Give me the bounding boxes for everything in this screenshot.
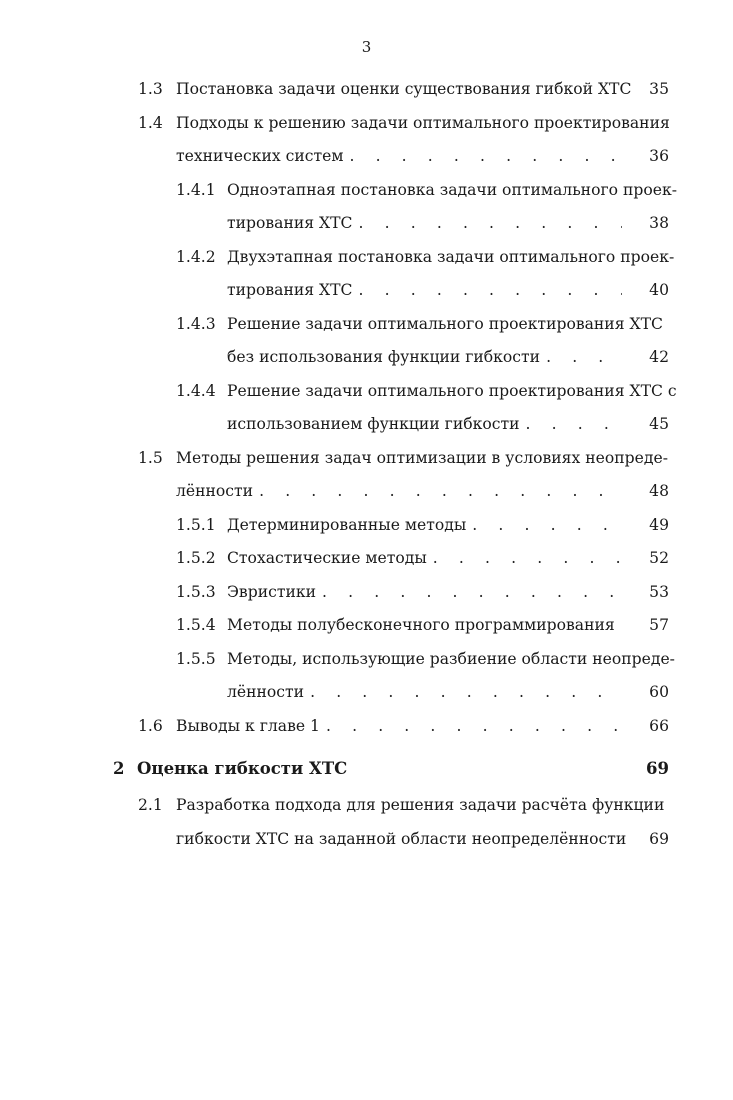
toc-page-number: 36 [649,147,669,165]
toc-chapter-2[interactable] [0,749,733,789]
toc-entry-title: Решение задачи оптимального проектирования ХТС [227,314,663,333]
dot-leader [322,576,622,610]
toc-entry-1-6[interactable] [0,710,733,744]
toc-entry-title: Подходы к решению задачи оптимального проектирования [176,113,670,132]
dot-leader [621,609,622,643]
toc-page-number: 60 [649,683,669,701]
toc-entry-number: 1.5.2 [176,549,216,567]
toc-entry-1-5-3[interactable] [0,576,733,610]
toc-entry-title: Детерминированные методы [227,515,467,534]
dot-leader [526,408,622,442]
toc-entry-number: 1.4.3 [176,314,216,333]
toc-entry-1-4-2[interactable] [0,241,733,308]
page-number: 3 [361,38,372,56]
toc-entry-title: Двухэтапная постановка задачи оптимального проек- [227,247,675,266]
toc-entry-title: Эвристики [227,582,316,601]
toc-entry-title-cont: лённости [227,683,305,701]
toc-page-number: 42 [649,348,669,366]
toc-entry-1-5-5[interactable] [0,643,733,710]
toc-entry-title: Методы полубесконечного программирования [227,616,615,634]
toc-entry-number: 2.1 [138,796,163,814]
toc-entry-1-5[interactable] [0,442,733,509]
toc-entry-title: Методы решения задач оптимизации в условиях неопреде- [176,448,668,467]
toc-page-number: 49 [649,515,669,534]
toc-entry-title-cont: технических систем [176,147,344,165]
toc-entry-1-4[interactable] [0,107,733,174]
toc-entry-number: 1.5.1 [176,515,216,534]
toc-entry-number: 1.4.1 [176,180,216,199]
toc-page-number: 53 [649,582,669,601]
toc-entry-1-4-1[interactable] [0,174,733,241]
toc-entry-number: 1.5.3 [176,582,216,601]
toc-entry-title: Методы, использующие разбиение области неопреде- [227,649,675,668]
toc-entry-number: 1.5 [138,448,163,467]
toc-chapter-number: 2 [113,759,125,778]
toc-entry-title-cont: без использования функции гибкости [227,348,541,366]
dot-leader [349,140,622,174]
toc-entry-number: 1.6 [138,716,163,735]
dot-leader [358,207,622,241]
toc-page-number: 35 [649,80,669,98]
toc-page-number: 48 [649,482,669,500]
toc-entry-title-cont: использованием функции гибкости [227,415,520,433]
toc-entry-title-cont: тирования ХТС [227,214,353,232]
toc-entry-number: 1.5.5 [176,649,216,668]
toc-entry-title: Выводы к главе 1 [176,716,320,735]
toc-chapter-title: Оценка гибкости ХТС [137,759,348,778]
toc-entry-1-4-4[interactable] [0,375,733,442]
toc-page-number: 45 [649,415,669,433]
table-of-contents [0,73,733,856]
toc-entry-title-cont: гибкости ХТС на заданной области неопределённости [176,829,627,848]
toc-page-number: 66 [649,716,669,735]
toc-entry-1-5-2[interactable] [0,542,733,576]
toc-entry-1-4-3[interactable] [0,308,733,375]
toc-entry-1-5-4[interactable] [0,609,733,643]
toc-page-number: 38 [649,214,669,232]
dot-leader [326,710,622,744]
toc-entry-number: 1.3 [138,80,163,98]
toc-entry-title: Решение задачи оптимального проектирования ХТС с [227,381,677,400]
dot-leader [546,341,622,375]
toc-entry-title: Стохастические методы [227,549,427,567]
toc-entry-2-1[interactable] [0,789,733,856]
toc-entry-number: 1.4.4 [176,381,216,400]
toc-page-number: 52 [649,549,669,567]
toc-entry-title: Постановка задачи оценки существования гибкой ХТС [176,80,632,98]
toc-entry-number: 1.4 [138,113,163,132]
toc-entry-title: Разработка подхода для решения задачи расчёта функции [176,796,665,814]
toc-entry-1-3[interactable] [0,73,733,107]
toc-page-number: 40 [649,281,669,299]
dot-leader [310,676,622,710]
toc-entry-number: 1.5.4 [176,616,216,634]
toc-entry-number: 1.4.2 [176,247,216,266]
dot-leader [259,475,622,509]
dot-leader [433,542,622,576]
toc-entry-title-cont: лённости [176,482,254,500]
toc-page-number: 69 [646,759,669,778]
toc-entry-title: Одноэтапная постановка задачи оптимального проек- [227,180,677,199]
dot-leader [358,274,622,308]
toc-entry-1-5-1[interactable] [0,509,733,543]
toc-page-number: 57 [649,616,669,634]
toc-entry-title-cont: тирования ХТС [227,281,353,299]
dot-leader [472,509,622,543]
toc-page-number: 69 [649,829,669,848]
